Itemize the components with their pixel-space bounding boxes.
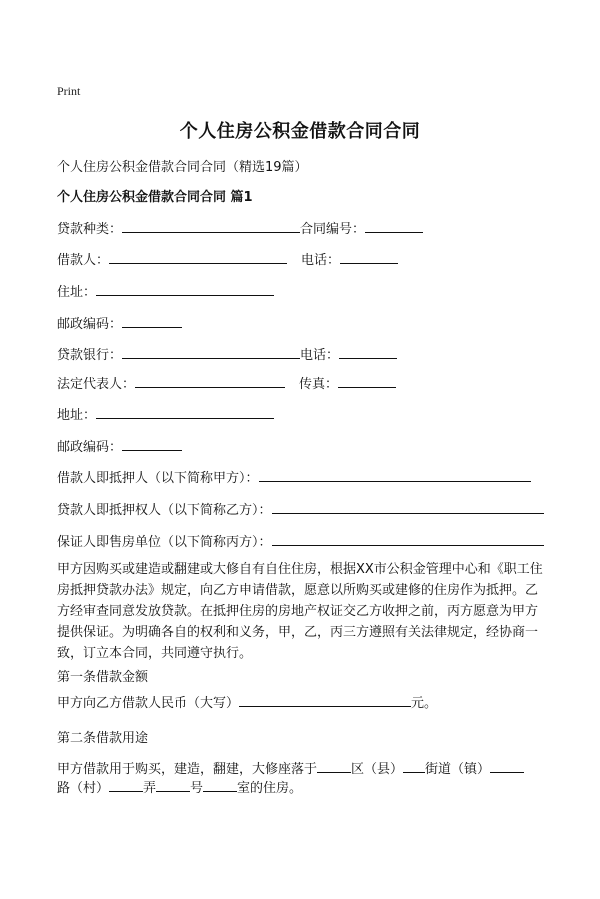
postcode-blank-2 [122, 436, 182, 451]
party-b-blank [272, 499, 544, 514]
article-1-text-after: 元。 [411, 696, 438, 711]
contract-no-blank [365, 218, 423, 233]
borrower-blank [109, 249, 287, 264]
party-b-label: 贷款人即抵押权人（以下简称乙方）： [57, 503, 272, 518]
article-2-text-c: 街道（镇） [425, 762, 491, 777]
party-b-row [57, 499, 544, 521]
article-1-text-before: 甲方向乙方借款人民币（大写） [57, 696, 240, 711]
contract-no-label: 合同编号： [300, 222, 366, 237]
road-blank [109, 777, 143, 792]
phone-label-2: 电话： [300, 348, 340, 363]
article-1-title: 第一条借款金额 [57, 670, 149, 685]
postcode-blank-1 [122, 313, 182, 328]
article-2-text-f: 号 [190, 781, 204, 796]
postcode-row-2 [57, 436, 182, 458]
loan-type-label: 贷款种类： [57, 222, 123, 237]
address-row-2 [57, 404, 274, 426]
district-blank [317, 758, 351, 773]
number-blank [203, 777, 237, 792]
lender-bank-blank [122, 344, 300, 359]
legal-rep-row [57, 373, 396, 395]
section-heading: 个人住房公积金借款合同合同 篇1 [57, 190, 253, 205]
article-2-text-d: 路（村） [57, 781, 110, 796]
amount-blank [239, 692, 411, 707]
document-title: 个人住房公积金借款合同合同 [179, 121, 421, 142]
street-blank [403, 758, 425, 773]
party-a-blank [259, 467, 531, 482]
lender-bank-label: 贷款银行： [57, 348, 123, 363]
borrower-row [57, 249, 398, 271]
address-blank-2 [96, 404, 274, 419]
party-a-label: 借款人即抵押人（以下简称甲方）： [57, 471, 259, 486]
article-2-line-2 [57, 777, 302, 799]
article-2-text-g: 室的住房。 [237, 781, 303, 796]
borrower-label: 借款人： [57, 253, 110, 268]
article-1-row [57, 692, 437, 714]
intro-paragraph: 甲方因购买或建造或翻建或大修自有自住住房，根据XX市公积金管理中心和《职工住房抵押贷款办法》规定，向乙方申请借款，愿意以所购买或建修的住房作为抵押。乙方经审查同意发放贷款。在抵押住房的房地产权证交乙方收押之前，丙方愿意为甲方提供保证。为明确各自的权利和义务，甲，乙，丙三方遵照有关法律规定，经协商一致，订立本合同，共同遵守执行。 [57, 562, 543, 661]
phone-label-1: 电话： [301, 253, 341, 268]
postcode-label-2: 邮政编码： [57, 440, 123, 455]
party-c-blank [272, 531, 544, 546]
article-2-text-e: 弄 [143, 781, 157, 796]
fax-blank [338, 373, 396, 388]
article-2-text-b: 区（县） [351, 762, 404, 777]
address-blank-1 [96, 281, 274, 296]
postcode-label-1: 邮政编码： [57, 317, 123, 332]
lender-bank-row [57, 344, 397, 366]
article-2-text-a: 甲方借款用于购买，建造，翻建，大修座落于 [57, 762, 318, 777]
lane-blank [156, 777, 190, 792]
loan-type-blank [122, 218, 300, 233]
phone-blank-1 [340, 249, 398, 264]
address-label-1: 住址： [57, 285, 97, 300]
address-label-2: 地址： [57, 408, 97, 423]
address-row-1 [57, 281, 274, 303]
postcode-row-1 [57, 313, 182, 335]
legal-rep-label: 法定代表人： [57, 377, 136, 392]
party-c-label: 保证人即售房单位（以下简称丙方）： [57, 535, 272, 550]
phone-blank-2 [339, 344, 397, 359]
party-a-row [57, 467, 531, 489]
fax-label: 传真： [299, 377, 339, 392]
town-blank [490, 758, 524, 773]
document-subtitle: 个人住房公积金借款合同合同（精选19篇） [57, 160, 308, 175]
legal-rep-blank [135, 373, 285, 388]
party-c-row [57, 531, 544, 553]
loan-type-row [57, 218, 423, 240]
print-label: Print [57, 84, 81, 98]
article-2-title: 第二条借款用途 [57, 731, 149, 746]
